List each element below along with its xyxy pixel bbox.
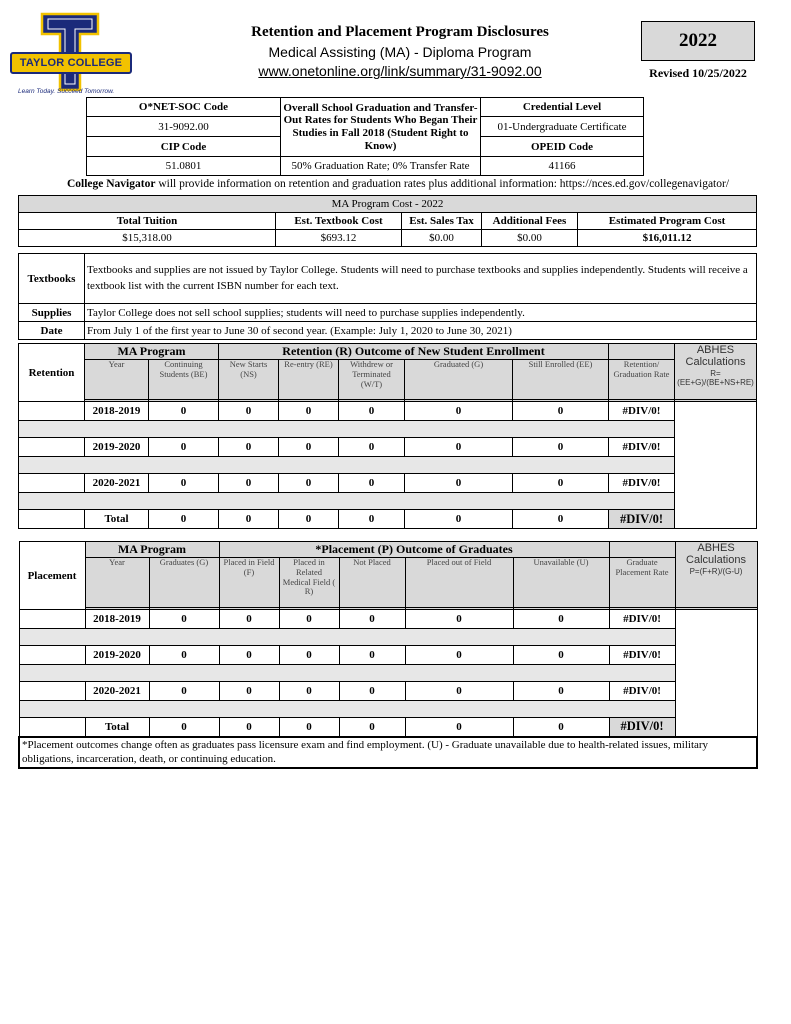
cell-value: 0 [513, 510, 609, 529]
table-row [19, 610, 757, 629]
retention-rate-header-top [609, 344, 675, 360]
rate-value: #DIV/0! [609, 474, 675, 493]
credential-value: 01-Undergraduate Certificate [481, 117, 644, 137]
college-navigator-label: College Navigator [66, 178, 156, 190]
cell-value: 0 [339, 718, 405, 737]
placement-abhes-header [675, 542, 757, 608]
col-graduates: Graduates (G) [149, 558, 219, 608]
cost-header: Est. Textbook Cost [276, 213, 402, 230]
row-year: 2019-2020 [85, 438, 149, 457]
col-placed-out: Placed out of Field [405, 558, 513, 608]
cell-value: 0 [279, 402, 339, 421]
cell-value: 0 [219, 510, 279, 529]
cell-value: 0 [405, 402, 513, 421]
cell-value: 0 [405, 438, 513, 457]
col-placed-related: Placed in Related Medical Field ( R) [279, 558, 339, 608]
program-cost-table [18, 195, 757, 247]
cell-value: 0 [219, 438, 279, 457]
cell-value: 0 [405, 610, 513, 629]
col-not-placed: Not Placed [339, 558, 405, 608]
cost-header: Est. Sales Tax [402, 213, 482, 230]
cell-value: 0 [149, 610, 219, 629]
cell-value: 0 [513, 718, 609, 737]
cell-value: 0 [279, 438, 339, 457]
placement-footnote: *Placement outcomes change often as graduates pass licensure exam and find employment. (U) - Graduate unavailable due to health-related issues, military obligations, incarceration, death, or continuing education. [19, 737, 757, 769]
cell-value: 0 [513, 646, 609, 665]
abhes-formula: P=(F+R)/(G-U) [689, 567, 743, 577]
col-continuing: Continuing Students (BE) [149, 360, 219, 400]
total-rate: #DIV/0! [609, 510, 675, 529]
cell-value: 0 [513, 438, 609, 457]
col-unavailable: Unavailable (U) [513, 558, 609, 608]
cost-header: Total Tuition [19, 213, 276, 230]
table-row [19, 438, 757, 457]
abhes-title: ABHES Calculations [685, 344, 746, 369]
college-navigator-text: will provide information on retention and graduation rates plus additional information: https://nces.ed.gov/collegenavigator/ [155, 178, 730, 190]
date-label: Date [19, 322, 85, 340]
total-label: Total [85, 718, 149, 737]
cell-value: 0 [405, 682, 513, 701]
col-reentry: Re-entry (RE) [279, 360, 339, 400]
placement-outcome-header: *Placement (P) Outcome of Graduates [219, 542, 609, 558]
row-year: 2020-2021 [85, 474, 149, 493]
retention-outcome-header: Retention (R) Outcome of New Student Enrollment [219, 344, 609, 360]
col-placed-in-field: Placed in Field (F) [219, 558, 279, 608]
placement-table [18, 541, 758, 769]
info-table [86, 97, 644, 176]
cell-value: 0 [405, 474, 513, 493]
logo-name: TAYLOR COLLEGE [10, 52, 132, 74]
cell-value: 0 [149, 474, 219, 493]
abhes-title: ABHES Calculations [686, 542, 746, 567]
year-box: 2022 [641, 21, 755, 61]
cell-value: 0 [279, 682, 339, 701]
textbooks-text: Textbooks and supplies are not issued by Taylor College. Students will need to purchase textbooks and supplies independently. Students will receive a textbook list with the current ISBN number for each text. [85, 254, 757, 304]
cell-value: 0 [405, 718, 513, 737]
col-placement-rate: Graduate Placement Rate [609, 558, 675, 608]
col-year: Year [85, 360, 149, 400]
page-title: Retention and Placement Program Disclosures [251, 24, 549, 40]
cost-value: $0.00 [402, 230, 482, 247]
supplies-text: Taylor College does not sell school supplies; students will need to purchase supplies independently. [85, 304, 757, 322]
retention-program-header: MA Program [85, 344, 219, 360]
cell-value: 0 [513, 474, 609, 493]
cell-value: 0 [279, 610, 339, 629]
placement-side-label: Placement [19, 542, 85, 610]
cell-value: 0 [279, 510, 339, 529]
rate-value: #DIV/0! [609, 438, 675, 457]
col-year: Year [85, 558, 149, 608]
credential-label: Credential Level [481, 98, 644, 117]
placement-program-header: MA Program [85, 542, 219, 558]
date-text: From July 1 of the first year to June 30 of second year. (Example: July 1, 2020 to June 30, 2021) [85, 322, 757, 340]
cost-value: $16,011.12 [578, 230, 757, 247]
cell-value: 0 [219, 718, 279, 737]
onet-value: 31-9092.00 [87, 117, 281, 137]
logo-tagline: Learn Today. Succeed Tomorrow. [18, 88, 115, 95]
total-row [19, 510, 757, 529]
table-row [19, 402, 757, 421]
col-graduated: Graduated (G) [405, 360, 513, 400]
grad-rate-label: Overall School Graduation and Transfer-Out Rates for Students Who Began Their Studies in Fall 2018 (Student Right to Know) [281, 98, 481, 157]
table-row [19, 682, 757, 701]
rate-value: #DIV/0! [609, 610, 675, 629]
college-navigator-note [18, 178, 778, 190]
cell-value: 0 [513, 610, 609, 629]
cost-header: Additional Fees [482, 213, 578, 230]
grad-rate-value: 50% Graduation Rate; 0% Transfer Rate [281, 157, 481, 176]
col-still-enrolled: Still Enrolled (EE) [513, 360, 609, 400]
total-label: Total [85, 510, 149, 529]
cell-value: 0 [149, 438, 219, 457]
cell-value: 0 [149, 682, 219, 701]
cell-value: 0 [219, 610, 279, 629]
cell-value: 0 [339, 510, 405, 529]
revised-date: Revised 10/25/2022 [649, 66, 747, 80]
cell-value: 0 [513, 682, 609, 701]
cell-value: 0 [149, 402, 219, 421]
retention-table [18, 343, 757, 529]
row-year: 2018-2019 [85, 610, 149, 629]
total-row [19, 718, 757, 737]
cost-value: $15,318.00 [19, 230, 276, 247]
cell-value: 0 [279, 646, 339, 665]
cell-value: 0 [219, 646, 279, 665]
cell-value: 0 [219, 474, 279, 493]
col-rate: Retention/ Graduation Rate [609, 360, 675, 400]
cell-value: 0 [339, 610, 405, 629]
cost-header: Estimated Program Cost [578, 213, 757, 230]
placement-rate-header-top [609, 542, 675, 558]
cell-value: 0 [149, 510, 219, 529]
table-row [19, 474, 757, 493]
retention-side-label: Retention [19, 344, 85, 402]
cell-value: 0 [279, 718, 339, 737]
rate-value: #DIV/0! [609, 682, 675, 701]
taylor-college-logo [10, 12, 130, 97]
total-rate: #DIV/0! [609, 718, 675, 737]
rate-value: #DIV/0! [609, 402, 675, 421]
notes-table [18, 253, 757, 340]
row-year: 2018-2019 [85, 402, 149, 421]
col-withdrew: Withdrew or Terminated (W/T) [339, 360, 405, 400]
abhes-formula: R=(EE+G)/(BE+NS+RE) [677, 369, 754, 387]
cell-value: 0 [513, 402, 609, 421]
retention-abhes-header [675, 344, 757, 400]
cell-value: 0 [405, 646, 513, 665]
supplies-label: Supplies [19, 304, 85, 322]
opeid-label: OPEID Code [481, 137, 644, 157]
onet-label: O*NET-SOC Code [87, 98, 281, 117]
cell-value: 0 [219, 682, 279, 701]
page-subtitle: Medical Assisting (MA) - Diploma Program [268, 44, 532, 60]
cip-value: 51.0801 [87, 157, 281, 176]
opeid-value: 41166 [481, 157, 644, 176]
cost-value: $693.12 [276, 230, 402, 247]
cell-value: 0 [279, 474, 339, 493]
cell-value: 0 [405, 510, 513, 529]
cell-value: 0 [339, 682, 405, 701]
row-year: 2020-2021 [85, 682, 149, 701]
textbooks-label: Textbooks [19, 254, 85, 304]
abhes-blank [675, 402, 757, 529]
cell-value: 0 [339, 474, 405, 493]
onet-link[interactable]: www.onetonline.org/link/summary/31-9092.00 [258, 63, 542, 79]
cost-title: MA Program Cost - 2022 [19, 196, 757, 213]
table-row [19, 646, 757, 665]
row-year: 2019-2020 [85, 646, 149, 665]
cost-value: $0.00 [482, 230, 578, 247]
rate-value: #DIV/0! [609, 646, 675, 665]
col-new-starts: New Starts (NS) [219, 360, 279, 400]
cell-value: 0 [339, 438, 405, 457]
abhes-blank [675, 610, 757, 737]
cell-value: 0 [339, 402, 405, 421]
cip-label: CIP Code [87, 137, 281, 157]
cell-value: 0 [149, 718, 219, 737]
cell-value: 0 [339, 646, 405, 665]
cell-value: 0 [219, 402, 279, 421]
cell-value: 0 [149, 646, 219, 665]
